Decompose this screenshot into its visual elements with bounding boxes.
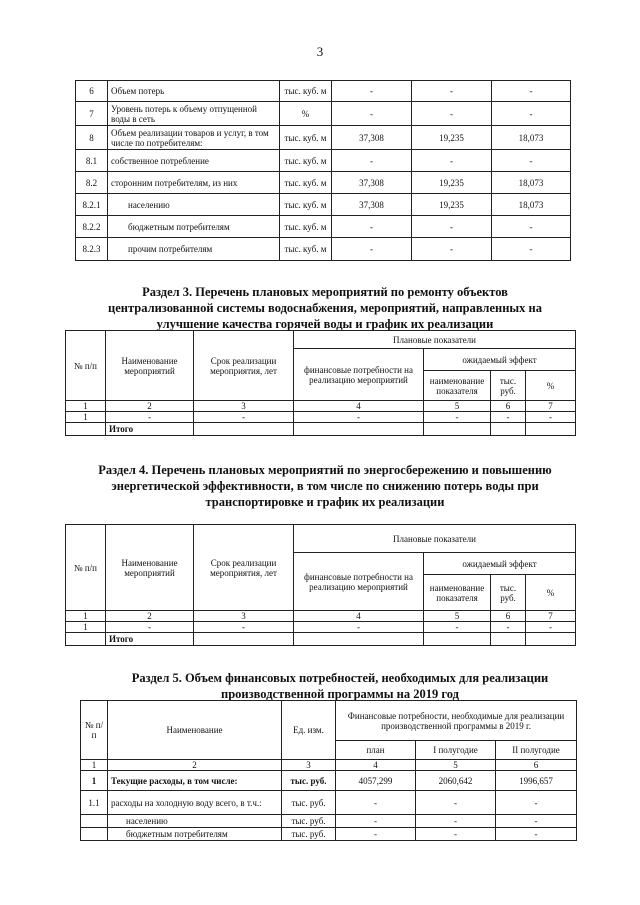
value-plan: - [332,216,412,238]
unit: тыс. куб. м [280,194,332,216]
cell: - [194,622,294,633]
table-row [81,828,577,841]
value-plan: - [336,791,416,815]
column-number: 5 [424,401,491,412]
col-header-effect: ожидаемый эффект [424,349,576,371]
section-5-table [80,700,577,841]
col-header-term: Срок реализации мероприятия, лет [194,525,294,611]
column-number: 2 [106,401,194,412]
value-h2: - [496,791,577,815]
column-number: 4 [294,611,424,622]
value-h1: - [412,102,492,126]
column-number: 6 [491,611,526,622]
section-4-table [65,524,576,646]
value-plan: - [336,828,416,841]
unit: тыс. куб. м [280,216,332,238]
col-header-half-2: II полугодие [496,741,577,760]
col-header-financial: финансовые потребности на реализацию мероприятий [294,349,424,401]
column-number: 6 [496,760,577,771]
value-h2: - [492,216,571,238]
unit: тыс. куб. м [280,126,332,150]
indicator-name: Объем потерь [108,81,280,102]
total-row [66,633,576,646]
value-h1: 19,235 [412,126,492,150]
unit: тыс. руб. [282,828,336,841]
value-h2: - [496,815,577,828]
cell: - [294,622,424,633]
column-number: 2 [106,611,194,622]
table-row [76,172,571,194]
indicator-name: населению [108,194,280,216]
row-number: 8.2 [76,172,108,194]
column-number: 5 [416,760,496,771]
unit: тыс. куб. м [280,172,332,194]
col-header-rub: тыс. руб. [491,575,526,611]
table-row [66,622,576,633]
cell: - [106,622,194,633]
col-header-financial: финансовые потребности на реализацию мероприятий [294,553,424,611]
section-4-title: Раздел 4. Перечень плановых мероприятий по энергосбережению и повышению энергетической эффективности, в том числе по снижению потерь воды при транспортировке и график их реализации [98,463,552,509]
value-h2: - [492,102,571,126]
column-number: 7 [526,611,576,622]
col-header-half-1: I полугодие [416,741,496,760]
col-header-indicator: наименование показателя [424,575,491,611]
cell [194,423,294,436]
table-row [76,81,571,102]
value-plan: - [336,815,416,828]
indicator-name: сторонним потребителям, из них [108,172,280,194]
value-h1: 2060,642 [416,771,496,791]
value-h1: - [412,238,492,261]
unit: % [280,102,332,126]
value-h2: - [492,150,571,172]
value-plan: - [332,102,412,126]
header-row [81,701,577,741]
indicators-table [75,80,571,261]
cell [66,633,106,646]
column-numbers-row [66,611,576,622]
value-h2: - [496,828,577,841]
cell [66,423,106,436]
col-header-plan: Плановые показатели [294,525,576,553]
cell [526,423,576,436]
cell: - [491,622,526,633]
cell [294,633,424,646]
col-header-plan: Плановые показатели [294,331,576,349]
cell [294,423,424,436]
column-numbers-row [81,760,577,771]
column-number: 1 [81,760,108,771]
page-number: 3 [316,44,324,59]
cell [526,633,576,646]
column-number: 6 [491,401,526,412]
value-h2: - [492,238,571,261]
col-header-plan: план [336,741,416,760]
expense-name: бюджетным потребителям [108,828,282,841]
indicator-name: прочим потребителям [108,238,280,261]
col-header-number: № п/п [66,331,106,401]
unit: тыс. куб. м [280,238,332,261]
value-h1: - [412,150,492,172]
row-number: 8.2.1 [76,194,108,216]
cell: - [526,622,576,633]
section-3-title: Раздел 3. Перечень плановых мероприятий по ремонту объектов централизованной системы водоснабжения, мероприятий, направленных на улучшение качества горячей воды и график их реализации [108,285,542,331]
value-h2: 1996,657 [496,771,577,791]
col-header-number: № п/п [81,701,108,760]
value-h1: - [412,216,492,238]
value-h1: - [416,791,496,815]
row-number [81,815,108,828]
cell: - [491,412,526,423]
row-number: 8.2.2 [76,216,108,238]
table-row [66,412,576,423]
indicator-name: собственное потребление [108,150,280,172]
row-number: 7 [76,102,108,126]
section-5-title: Раздел 5. Объем финансовых потребностей, необходимых для реализации производственной программы на 2019 год [131,671,549,701]
column-number: 3 [194,401,294,412]
row-number: 8.2.3 [76,238,108,261]
value-h2: 18,073 [492,172,571,194]
col-header-unit: Ед. изм. [282,701,336,760]
col-header-percent: % [526,575,576,611]
cell: - [526,412,576,423]
value-h1: - [416,815,496,828]
cell [491,423,526,436]
unit: тыс. руб. [282,771,336,791]
header-row [66,331,576,349]
row-number [81,828,108,841]
table-row [76,150,571,172]
table-row [76,126,571,150]
value-plan: 4057,299 [336,771,416,791]
column-number: 2 [108,760,282,771]
value-h2: 18,073 [492,126,571,150]
column-number: 7 [526,401,576,412]
col-header-effect: ожидаемый эффект [424,553,576,575]
value-plan: 37,308 [332,172,412,194]
unit: тыс. куб. м [280,81,332,102]
column-number: 3 [194,611,294,622]
row-number: 8 [76,126,108,150]
cell [424,633,491,646]
value-plan: - [332,238,412,261]
cell: - [424,622,491,633]
unit: тыс. руб. [282,791,336,815]
table-row [81,771,577,791]
column-number: 5 [424,611,491,622]
cell: 1 [66,412,106,423]
unit: тыс. руб. [282,815,336,828]
table-row [76,216,571,238]
expense-name: Текущие расходы, в том числе: [108,771,282,791]
value-h1: - [412,81,492,102]
col-header-term: Срок реализации мероприятия, лет [194,331,294,401]
total-label: Итого [106,423,194,436]
col-header-percent: % [526,371,576,401]
expense-name: населению [108,815,282,828]
column-number: 4 [294,401,424,412]
row-number: 1 [81,771,108,791]
section-3-table [65,330,576,436]
cell: - [424,412,491,423]
cell [491,633,526,646]
row-number: 1.1 [81,791,108,815]
value-h1: - [416,828,496,841]
value-plan: 37,308 [332,126,412,150]
value-h1: 19,235 [412,172,492,194]
table-row [76,194,571,216]
table-row [81,815,577,828]
value-h2: - [492,81,571,102]
cell: - [106,412,194,423]
col-header-financial-needs: Финансовые потребности, необходимые для реализации производственной программы в 2019 г. [336,701,577,741]
cell: - [194,412,294,423]
column-number: 3 [282,760,336,771]
value-plan: 37,308 [332,194,412,216]
value-plan: - [332,150,412,172]
row-number: 6 [76,81,108,102]
column-numbers-row [66,401,576,412]
unit: тыс. куб. м [280,150,332,172]
header-row [66,525,576,553]
col-header-indicator: наименование показателя [424,371,491,401]
cell [194,633,294,646]
cell: 1 [66,622,106,633]
indicator-name: Уровень потерь к объему отпущенной воды в сеть [108,102,280,126]
total-label: Итого [106,633,194,646]
table-row [76,102,571,126]
value-h2: 18,073 [492,194,571,216]
indicator-name: Объем реализации товаров и услуг, в том числе по потребителям: [108,126,280,150]
col-header-name: Наименование мероприятий [106,525,194,611]
value-plan: - [332,81,412,102]
expense-name: расходы на холодную воду всего, в т.ч.: [108,791,282,815]
col-header-number: № п/п [66,525,106,611]
col-header-rub: тыс. руб. [491,371,526,401]
col-header-name: Наименование [108,701,282,760]
table-row [81,791,577,815]
table-row [76,238,571,261]
column-number: 1 [66,401,106,412]
cell [424,423,491,436]
column-number: 4 [336,760,416,771]
column-number: 1 [66,611,106,622]
total-row [66,423,576,436]
row-number: 8.1 [76,150,108,172]
cell: - [294,412,424,423]
value-h1: 19,235 [412,194,492,216]
indicator-name: бюджетным потребителям [108,216,280,238]
col-header-name: Наименование мероприятий [106,331,194,401]
